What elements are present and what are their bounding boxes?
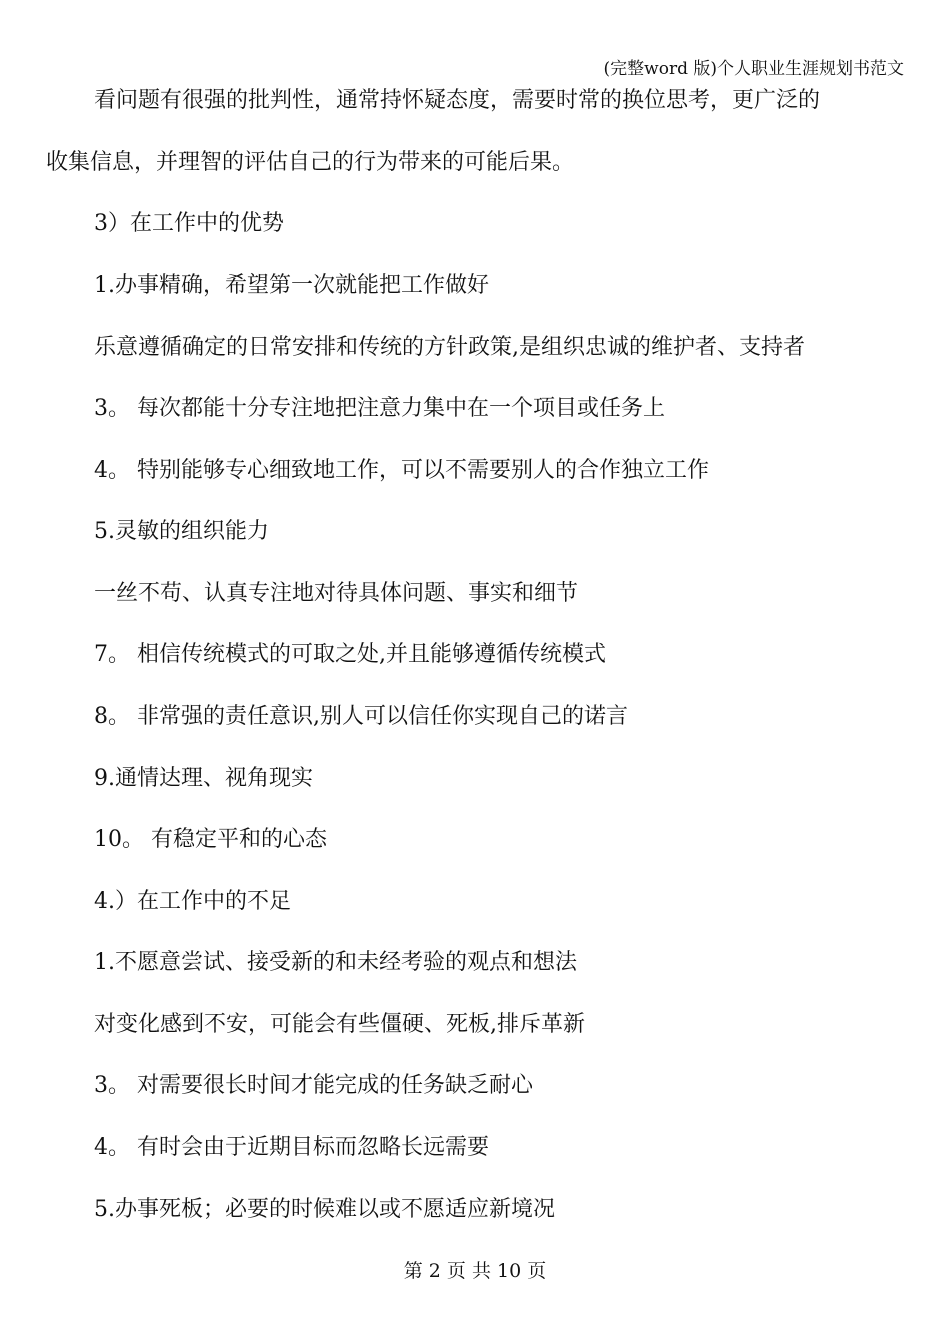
running-header: (完整word 版)个人职业生涯规划书范文 <box>603 59 904 79</box>
paragraph-line: 收集信息，并理智的评估自己的行为带来的可能后果。 <box>46 150 575 175</box>
page-number-footer: 第 2 页 共 10 页 <box>403 1260 547 1282</box>
paragraph-line: 看问题有很强的批判性，通常持怀疑态度，需要时常的换位思考，更广泛的 <box>94 88 821 113</box>
list-item: 4。 特别能够专心细致地工作，可以不需要别人的合作独立工作 <box>94 458 709 483</box>
list-item: 10。 有稳定平和的心态 <box>94 827 327 852</box>
list-item: 4。 有时会由于近期目标而忽略长远需要 <box>94 1135 489 1160</box>
list-item: 乐意遵循确定的日常安排和传统的方针政策,是组织忠诚的维护者、支持者 <box>94 335 805 360</box>
list-item: 1.不愿意尝试、接受新的和未经考验的观点和想法 <box>94 950 577 975</box>
list-item: 3。 每次都能十分专注地把注意力集中在一个项目或任务上 <box>94 396 665 421</box>
list-item: 8。 非常强的责任意识,别人可以信任你实现自己的诺言 <box>94 704 628 729</box>
list-item: 对变化感到不安，可能会有些僵硬、死板,排斥革新 <box>94 1012 585 1037</box>
list-item: 5.办事死板；必要的时候难以或不愿适应新境况 <box>94 1197 555 1222</box>
list-item: 3。 对需要很长时间才能完成的任务缺乏耐心 <box>94 1073 533 1098</box>
list-item: 一丝不苟、认真专注地对待具体问题、事实和细节 <box>94 581 579 606</box>
list-item: 7。 相信传统模式的可取之处,并且能够遵循传统模式 <box>94 642 606 667</box>
list-item: 5.灵敏的组织能力 <box>94 519 269 544</box>
list-item: 1.办事精确，希望第一次就能把工作做好 <box>94 273 489 298</box>
list-item: 9.通情达理、视角现实 <box>94 766 313 791</box>
section-heading: 3）在工作中的优势 <box>94 211 284 236</box>
section-heading: 4.）在工作中的不足 <box>94 889 291 914</box>
